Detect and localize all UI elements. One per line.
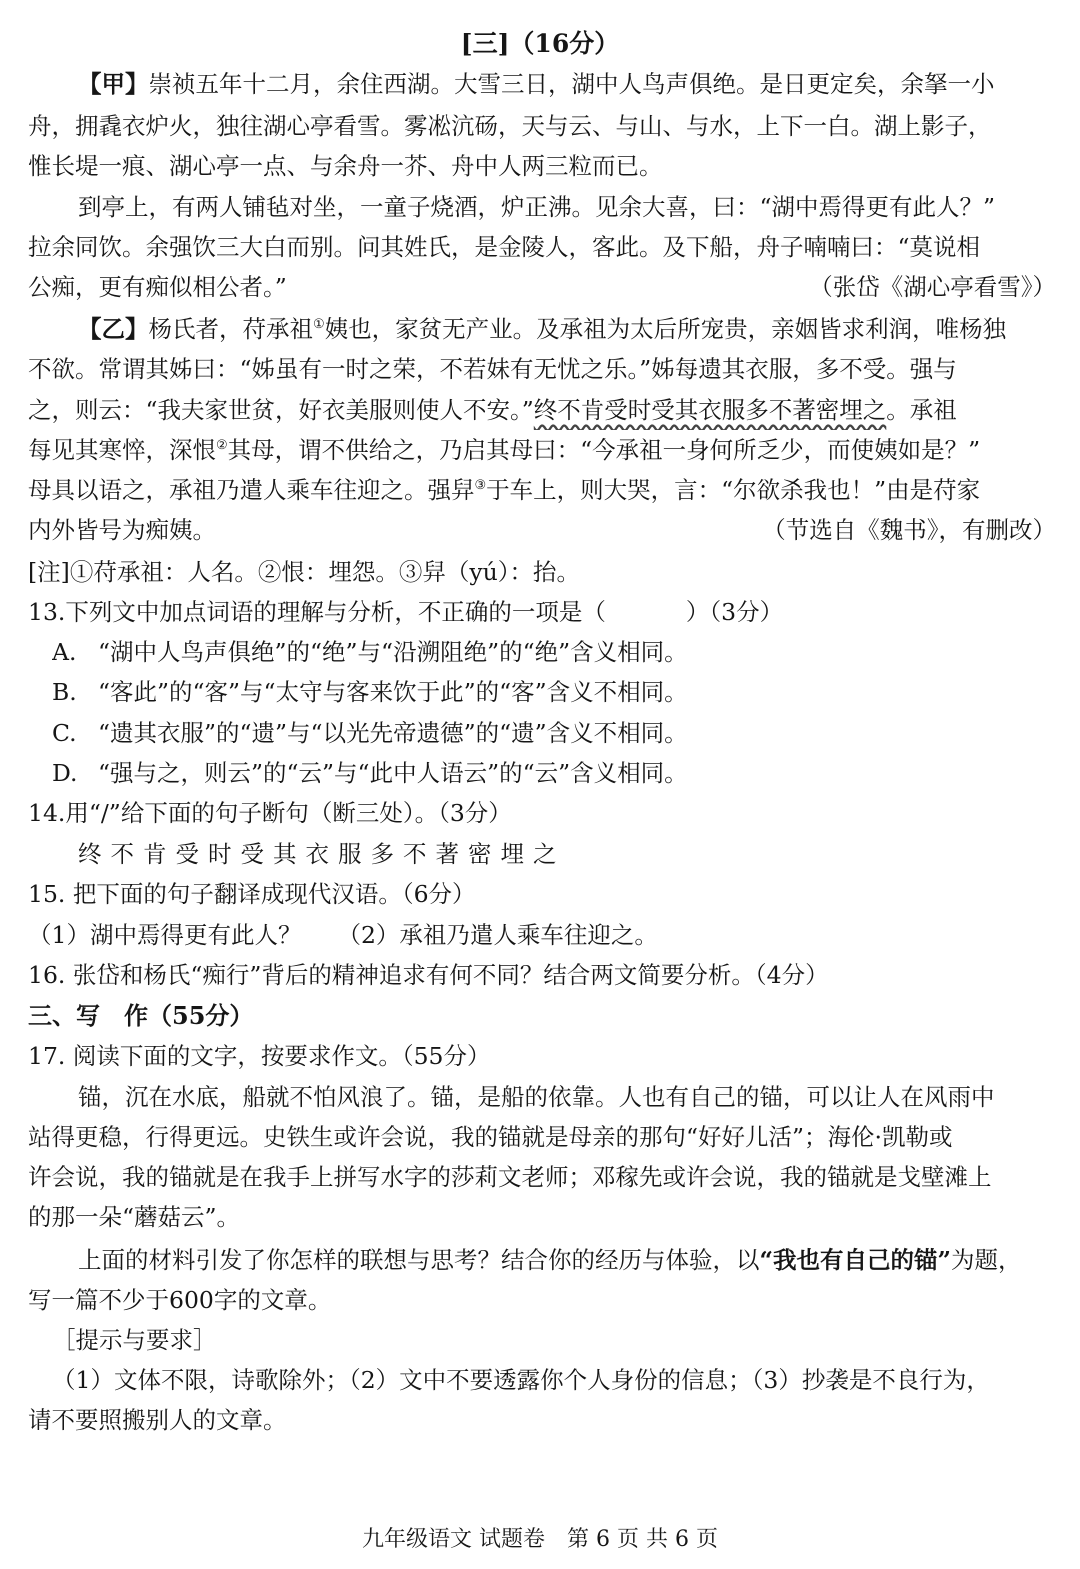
tips-line: （1）文体不限，诗歌除外；（2）文中不要透露你个人身份的信息；（3）抄袭是不良行为， xyxy=(52,1366,990,1394)
passage-jia-source: （张岱《湖心亭看雪》） xyxy=(809,273,1056,301)
tips-heading: ［提示与要求］ xyxy=(52,1326,217,1354)
passage-yi-source: （节选自《魏书》，有删改） xyxy=(762,516,1056,544)
option-b: B. “客此”的“客”与“太守与客来饮于此”的“客”含义不相同。 xyxy=(52,678,688,706)
option-d: D. “强与之，则云”的“云”与“此中人语云”的“云”含义相同。 xyxy=(52,759,688,787)
passage-yi-line: 每见其寒悴，深恨②其母，谓不供给之，乃启其母曰：“今承祖一身何所乏少，而使姨如是？” xyxy=(28,436,981,464)
material-line: 许会说，我的锚就是在我手上拼写水字的莎莉文老师；邓稼先或许会说，我的锚就是戈壁滩上 xyxy=(28,1163,992,1191)
wavy-underlined-sentence: 终不肯受时受其衣服多不著密埋之 xyxy=(533,396,887,424)
passage-jia-line: 【甲】崇祯五年十二月，余住西湖。大雪三日，湖中人鸟声俱绝。是日更定矣，余拏一小 xyxy=(78,70,995,98)
material-line: 站得更稳，行得更远。史铁生或许会说，我的锚就是母亲的那句“好好儿活”；海伦·凯勒或 xyxy=(28,1123,953,1151)
material-line: 锚，沉在水底，船就不怕风浪了。锚，是船的依靠。人也有自己的锚，可以让人在风雨中 xyxy=(78,1083,995,1111)
annotation-notes: [注]①苻承祖：人名。②恨：埋怨。③舁（yú）：抬。 xyxy=(28,558,580,586)
passage-jia-label: 【甲】 xyxy=(78,70,149,98)
passage-jia-line: 到亭上，有两人铺毡对坐，一童子烧酒，炉正沸。见余大喜，曰：“湖中焉得更有此人？” xyxy=(78,193,996,221)
question-15-items: （1）湖中焉得更有此人？ （2）承祖乃遣人乘车往迎之。 xyxy=(28,921,658,949)
essay-title: “我也有自己的锚” xyxy=(759,1246,952,1274)
passage-yi-line: 内外皆号为痴姨。 xyxy=(28,516,216,544)
passage-yi-line: 不欲。常谓其姊曰：“姊虽有一时之荣，不若妹有无忧之乐。”姊每遗其衣服，多不受。强与 xyxy=(28,355,957,383)
question-16-stem: 16. 张岱和杨氏“痴行”背后的精神追求有何不同？结合两文简要分析。（4分） xyxy=(28,961,829,989)
question-13-stem: 13.下列文中加点词语的理解与分析，不正确的一项是（ ）（3分） xyxy=(28,598,784,626)
passage-yi-line: 之，则云：“我夫家世贫，好衣美服则使人不安。”终不肯受时受其衣服多不著密埋之。承祖 xyxy=(28,396,957,424)
passage-yi-label: 【乙】 xyxy=(78,315,149,343)
note-marker: ② xyxy=(216,438,228,454)
writing-prompt: 写一篇不少于600字的文章。 xyxy=(28,1286,332,1314)
passage-yi-line: 母具以语之，承祖乃遣人乘车往迎之。强舁③于车上，则大哭，言：“尔欲杀我也！”由是苻家 xyxy=(28,476,981,504)
passage-yi-line: 【乙】杨氏者，苻承祖①姨也，家贫无产业。及承祖为太后所宠贵，亲姻皆求利润，唯杨独 xyxy=(78,315,1007,343)
writing-heading: 三、写 作（55分） xyxy=(28,1001,254,1030)
passage-jia-line: 公痴，更有痴似相公者。” xyxy=(28,273,287,301)
tips-line: 请不要照搬别人的文章。 xyxy=(28,1406,287,1434)
question-14-sentence: 终不肯受时受其衣服多不著密埋之 xyxy=(78,840,566,868)
note-marker: ① xyxy=(313,317,325,333)
passage-jia-line: 舟，拥毳衣炉火，独往湖心亭看雪。雾凇沆砀，天与云、与山、与水，上下一白。湖上影子， xyxy=(28,112,992,140)
passage-jia-line: 惟长堤一痕、湖心亭一点、与余舟一芥、舟中人两三粒而已。 xyxy=(28,152,663,180)
material-line: 的那一朵“蘑菇云”。 xyxy=(28,1203,241,1231)
passage-jia-line: 拉余同饮。余强饮三大白而别。问其姓氏，是金陵人，客此。及下船，舟子喃喃曰：“莫说相 xyxy=(28,233,981,261)
writing-prompt: 上面的材料引发了你怎样的联想与思考？结合你的经历与体验，以“我也有自己的锚”为题， xyxy=(78,1246,1022,1274)
option-a: A. “湖中人鸟声俱绝”的“绝”与“沿溯阻绝”的“绝”含义相同。 xyxy=(52,638,688,666)
page-footer: 九年级语文 试题卷 第 6 页 共 6 页 xyxy=(362,1527,718,1552)
section-title: [三]（16分） xyxy=(460,29,620,58)
note-marker: ③ xyxy=(474,478,487,494)
option-c: C. “遗其衣服”的“遗”与“以光先帝遗德”的“遗”含义不相同。 xyxy=(52,719,688,747)
question-17-stem: 17. 阅读下面的文字，按要求作文。（55分） xyxy=(28,1042,491,1070)
question-14-stem: 14.用“/”给下面的句子断句（断三处）。（3分） xyxy=(28,799,512,827)
question-15-stem: 15. 把下面的句子翻译成现代汉语。（6分） xyxy=(28,880,476,908)
